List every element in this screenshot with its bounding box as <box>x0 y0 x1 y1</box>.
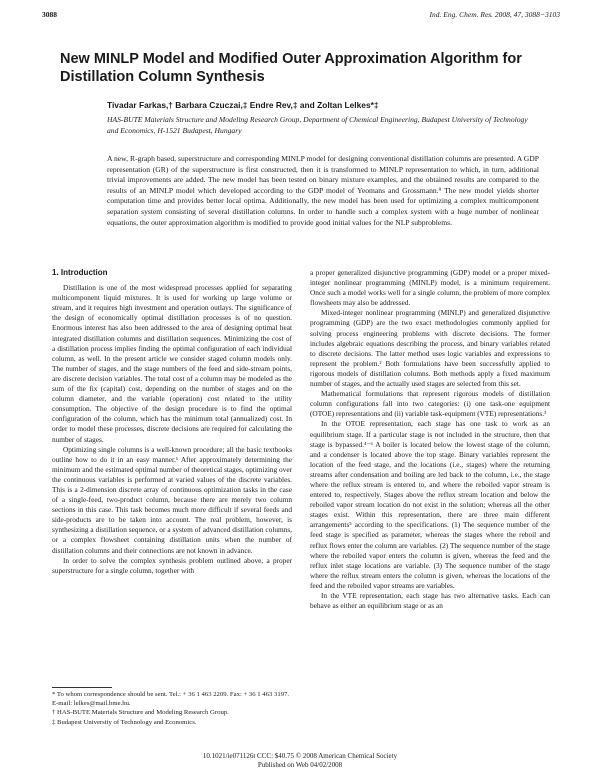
footnote: * To whom correspondence should be sent. Tel.: + 36 1 463 2209. Fax: + 36 1 463 3197. E-mail: lelkes@mail.bme.hu. <box>52 691 290 708</box>
paragraph: In the VTE representation, each stage has two alternative tasks. Each can behave as either an equilibrium stage or as an <box>310 591 550 611</box>
footnotes <box>52 690 292 727</box>
publication-date: Published on Web 04/02/2008 <box>257 761 343 769</box>
abstract: A new, R-graph based, superstructure and corresponding MINLP model for designing conventional distillation columns are presented. A GDP representation (GR) of the superstructure is first constructed, then it is transformed to MINLP representation to which, in turn, additional trivial improvements are added. The new model has been tested on binary mixture examples, and the obtained results are compared to the results of an MINLP model which developed according to the GDP model of Yeomans and Grossmann.⁹ The new model yields shorter computation time and provides better local optima. Additionally, the new model has been used for optimizing a complex multicomponent separation system consisting of several distillation columns. In order to handle such a complex system with a huge number of nonlinear equations, the outer approximation algorithm is modified to provide good initial values for the NLP subproblems. <box>107 154 539 227</box>
author-list: Tivadar Farkas,† Barbara Czuczai,‡ Endre Rev,‡ and Zoltan Lelkes*‡ <box>107 100 379 110</box>
article-title: New MINLP Model and Modified Outer Approximation Algorithm for Distillation Column Synthesis <box>60 51 522 85</box>
paragraph: Mixed-integer nonlinear programming (MINLP) and generalized disjunctive programming (GDP) are the two exact methodologies commonly applied for solving process engineering problems with discrete decisions. The former includes algebraic equations describing the process, and binary variables related to discrete decisions. The latter method uses logic variables and expressions to represent the problem.² Both formulations have been successfully applied to rigorous models of distillation columns. Both methods apply a fixed maximum number of stages, and the actually used stages are selected from this set. <box>310 308 550 389</box>
section-heading: 1. Introduction <box>52 268 108 277</box>
journal-citation: Ind. Eng. Chem. Res. 2008, 47, 3088−3103 <box>429 10 560 19</box>
footnote: ‡ Budapest University of Technology and Economics. <box>52 718 197 726</box>
doi-line: 10.1021/ie071126t CCC: $40.75 © 2008 American Chemical Society <box>202 752 398 760</box>
page-footer <box>0 752 600 770</box>
paragraph: In order to solve the complex synthesis problem outlined above, a proper superstructure for a single column, together with <box>52 555 292 575</box>
left-column <box>52 268 292 576</box>
footnote-divider <box>52 687 112 688</box>
paragraph: In the OTOE representation, each stage has one task to work as an equilibrium stage. If a particular stage is not included in the structure, then that stage is bypassed.⁴⁻⁶ A boiler is located below the lowest stage of the column, and a condenser is located above the top stage. Binary variables represent the location of the feed stage, and the locations (i.e., stages) where the returning streams after condensation and boiling are led back to the column, i.e., the stage where the reflux stream is entered to, and where the reboiled vapor stream is entered to, respectively. Stages above the reflux stream location and below the reboiled vapor stream location do not exist in the solution; whereas all the other stages exist. Within this representation, there are three main different arrangements⁵ according to the specifications. (1) The sequence number of the feed stage is specified as parameter, whereas the stages where the reboil and reflux flows enter the column are variables. (2) The sequence number of the stage where the reboiled vapor enters the column is given, whereas the feed and the reflux inlet stage locations are variable. (3) The sequence number of the stage where the reflux stream enters the column is given, whereas the locations of the feed and the reboiled vapor streams are variables. <box>310 419 550 590</box>
paragraph: Distillation is one of the most widespread processes applied for separating multicomponent liquid mixtures. It is used for working up large volume or stream, and it requires high investment and operation outlays. The significance of the design of economically optimal distillation processes is of no question. Enormous interest has also been addressed to the area of designing optimal heat integrated distillation columns and distillation sequences. Minimizing the cost of a distillation process implies finding the optimal configuration of each individual column, as well. In the present article we consider staged column models only. The number of stages, and the stage numbers of the feed and side-stream points, are discrete decision variables. The total cost of a column may be modeled as the sum of the fix (capital) cost, depending on the number of stages and on the column diameter, and the variable (operation) cost related to the utility consumption. The objective of the design procedure is to find the optimal configuration of the column, which has the minimum total (annualized) cost. In order to model these processes, discrete decisions are required for calculating the number of stages. <box>52 283 292 444</box>
footnote: † HAS-BUTE Materials Structure and Modeling Research Group. <box>52 709 229 717</box>
paragraph: Optimizing single columns is a well-known procedure; all the basic textbooks outline how to do it in an easy manner.¹ After approximately determining the minimum and the estimated optimal number of theoretical stages, optimizing over the continuous variables is performed at varied values of the discrete variables. This is a 2-dimension discrete array of continuous optimization tasks in the case of a single-feed, two-product column, because there are merely two column sections in this case. This task becomes much more difficult if several feeds and side-products are to be taken into account. The real problem, however, is synthesizing a distillation sequence, or a system of advanced distillation columns, or a complex flowsheet containing distillation units when the number of distillation columns and their connections are not known in advance. <box>52 444 292 555</box>
paragraph: a proper generalized disjunctive programming (GDP) model or a proper mixed-integer nonlinear programming (MINLP) model, is a minimum requirement. Once such a model works well for a single column, the problem of more complex flowsheets may also be addressed. <box>310 268 550 308</box>
page-number: 3088 <box>42 10 57 19</box>
author-affiliation: HAS-BUTE Materials Structure and Modeling Research Group, Department of Chemical Engineering, Budapest University of Technology and Economics, H-1521 Budapest, Hungary <box>107 115 528 135</box>
paragraph: Mathematical formulations that represent rigorous models of distillation column configurations fall into two categories: (i) one task-one equipment (OTOE) representations and (ii) variable task-equipment (VTE) representations.³ <box>310 389 550 419</box>
right-column <box>310 268 550 611</box>
